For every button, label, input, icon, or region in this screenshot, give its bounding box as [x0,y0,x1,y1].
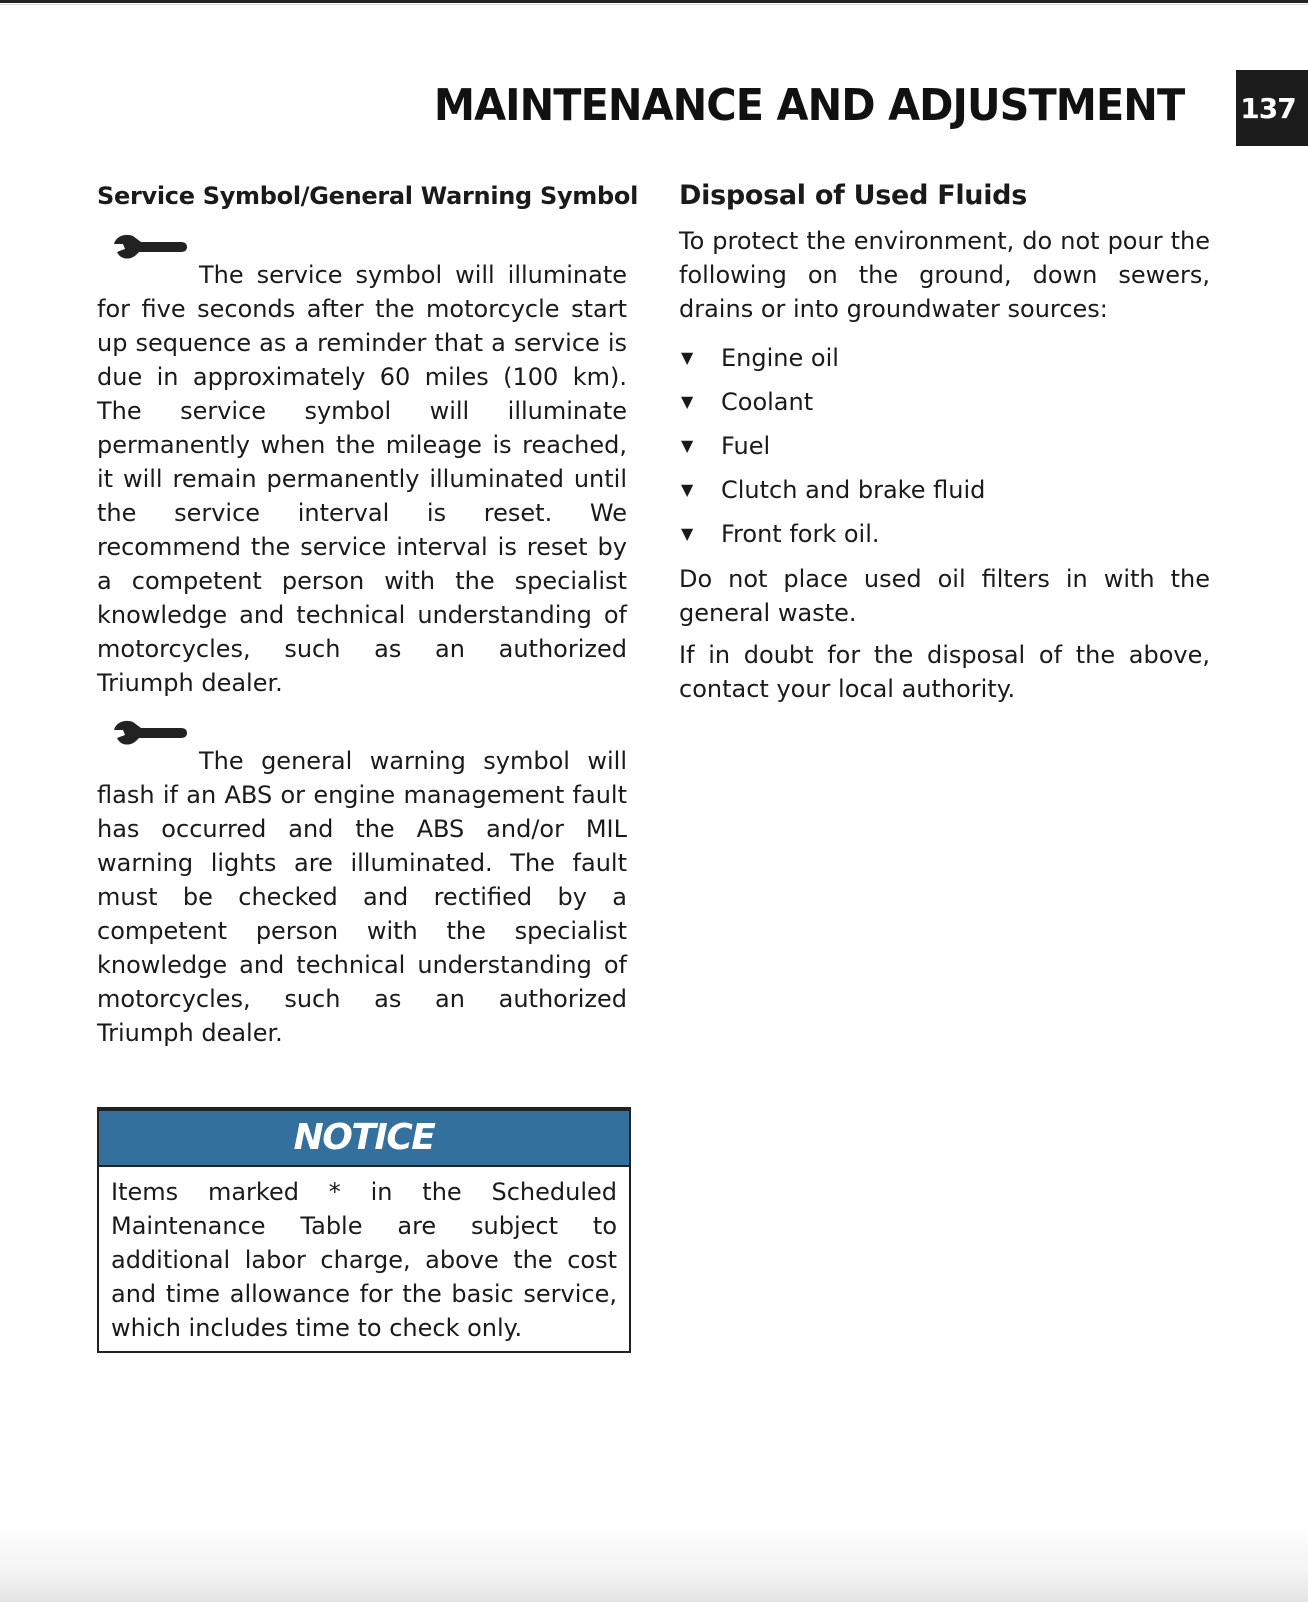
service-symbol-paragraph [97,258,627,700]
top-border [0,0,1308,3]
triangle-down-icon: ▼ [681,392,694,411]
section-heading-service-symbol: Service Symbol/General Warning Symbol [97,182,638,210]
list-item-label: Clutch and brake fluid [721,476,986,504]
list-item [679,380,1210,424]
right-column [679,178,1210,706]
list-item-label: Front fork oil. [721,520,880,548]
general-warning-paragraph [97,744,627,1050]
triangle-down-icon: ▼ [681,524,694,543]
disposal-intro: To protect the environment, do not pour the following on the ground, down sewers, drains or into groundwater sources: [679,227,1210,323]
authority-paragraph: If in doubt for the disposal of the above, contact your local authority. [679,641,1210,703]
list-item-label: Fuel [721,432,771,460]
section-heading-disposal: Disposal of Used Fluids [679,180,1027,211]
left-column [97,178,638,1050]
page-title: MAINTENANCE AND ADJUSTMENT [433,80,1184,131]
triangle-down-icon: ▼ [681,436,694,455]
list-item [679,336,1210,380]
notice-text: Items marked * in the Scheduled Maintenance Table are subject to additional labor charge, above the cost and time allowance for the basic service, which includes time to check only. [111,1178,617,1342]
list-item [679,424,1210,468]
list-item [679,468,1210,512]
page-number: 137 [1236,70,1308,146]
oil-filter-paragraph: Do not place used oil filters in with the general waste. [679,565,1210,627]
list-item [679,512,1210,556]
general-warning-text: The general warning symbol will flash if an ABS or engine management fault has occurred and the ABS and/or MIL warning lights are illuminated. The fault must be checked and rectified by a competent person with the specialist knowledge and technical understanding of motorcycles, such as an authorized Triumph dealer. [97,747,627,1047]
triangle-down-icon: ▼ [681,480,694,499]
notice-box [97,1107,631,1353]
service-symbol-text: The service symbol will illuminate for five seconds after the motorcycle start up sequence as a reminder that a service is due in approximately 60 miles (100 km). The service symbol will illuminate permanently when the mileage is reached, it will remain permanently illuminated until the service interval is reset. We recommend the service interval is reset by a competent person with the specialist knowledge and technical understanding of motorcycles, such as an authorized Triumph dealer. [97,261,627,697]
notice-title: NOTICE [99,1109,629,1167]
triangle-down-icon: ▼ [681,348,694,367]
list-item-label: Engine oil [721,344,839,372]
fluids-list [679,336,1210,556]
top-border-line [0,4,1308,5]
list-item-label: Coolant [721,388,814,416]
